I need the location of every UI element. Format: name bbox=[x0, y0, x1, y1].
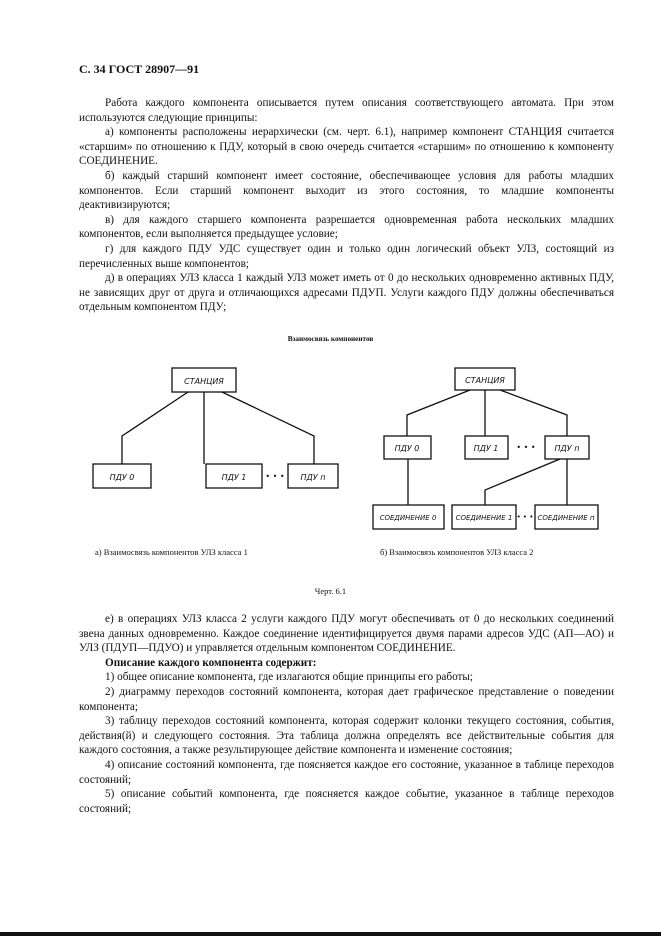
diagram-title: Взаимосвязь компонентов bbox=[287, 335, 374, 343]
body-text-top bbox=[79, 96, 614, 315]
right-station-label: СТАНЦИЯ bbox=[465, 376, 505, 385]
caption-class1: а) Взаимосвязь компонентов УЛЗ класса 1 bbox=[95, 547, 248, 557]
list-item-1: 1) общее описание компонента, где излагаются общие принципы его работы; bbox=[105, 671, 474, 684]
left-station-label: СТАНЦИЯ bbox=[184, 377, 224, 386]
right-connn-label: СОЕДИНЕНИЕ п bbox=[537, 514, 595, 522]
section-heading: Описание каждого компонента содержит: bbox=[105, 656, 317, 669]
list-item-2: 2) диаграмму переходов состояний компонента, которая дает графическое представление о поведении компонента; bbox=[79, 685, 614, 713]
paragraph-b: б) каждый старший компонент имеет состояние, обеспечивающее условия для работы младших компонентов. Если старший компонент выходит из этого состояния, то младшие компоненты деактивизируются; bbox=[79, 169, 614, 212]
right-conn0-label: СОЕДИНЕНИЕ 0 bbox=[379, 514, 437, 522]
left-pdu0-label: ПДУ 0 bbox=[109, 473, 135, 482]
left-pdun-label: ПДУ п bbox=[300, 473, 326, 482]
figure-label: Черт. 6.1 bbox=[314, 586, 347, 596]
right-ellipsis-2: • • • bbox=[516, 513, 534, 521]
paragraph-e: е) в операциях УЛЗ класса 2 услуги каждого ПДУ могут обеспечивать от 0 до нескольких соединений звена данных одновременно. Каждое соединение идентифицируется двумя парами адресов УДС (АП—АО) и УЛЗ (ПДУП—ПДУО) и управляется отдельным компонентом СОЕДИНЕНИЕ. bbox=[79, 613, 614, 655]
body-text-bottom bbox=[79, 612, 614, 816]
left-ellipsis: • • • bbox=[265, 472, 285, 481]
paragraph-g: г) для каждого ПДУ УДС существует один и только один логический объект УЛЗ, состоящий из перечисленных выше компонентов; bbox=[79, 242, 614, 270]
list-item-5: 5) описание событий компонента, где поясняется каждое событие, указанное в таблице переходов состояний; bbox=[79, 788, 614, 815]
list-item-4: 4) описание состояний компонента, где поясняется каждое его состояние, указанное в таблице переходов состояний; bbox=[79, 758, 614, 786]
right-ellipsis: • • • bbox=[516, 443, 536, 452]
paragraph-v: в) для каждого старшего компонента разрешается одновременная работа нескольких младших компонентов, если выполняется предыдущее условие; bbox=[79, 213, 614, 241]
paragraph-d: д) в операциях УЛЗ класса 1 каждый УЛЗ может иметь от 0 до нескольких одновременно активных ПДУ, не зависящих друг от друга и отличающихся адресами ПДУП. Услуги каждого ПДУ должны обеспечиваться отдельным компонентом ПДУ; bbox=[79, 272, 614, 314]
paragraph-a: а) компоненты расположены иерархически (см. черт. 6.1), например компонент СТАНЦИЯ считается «старшим» по отношению к ПДУ, который в свою очередь считается «старшим» по отношению к компоненту СОЕДИНЕНИЕ. bbox=[79, 126, 614, 168]
right-link-station-pdu0 bbox=[407, 390, 470, 436]
right-pdu1-label: ПДУ 1 bbox=[473, 444, 499, 453]
right-pdu0-label: ПДУ 0 bbox=[394, 444, 420, 453]
right-link-pdun-conn1 bbox=[485, 459, 560, 505]
paragraph-intro: Работа каждого компонента описывается путем описания соответствующего автомата. При этом используются следующие принципы: bbox=[79, 97, 614, 124]
bottom-rule bbox=[0, 932, 661, 936]
left-link-station-pdun bbox=[222, 392, 314, 464]
caption-class2: б) Взаимосвязь компонентов УЛЗ класса 2 bbox=[380, 547, 534, 557]
left-link-station-pdu0 bbox=[122, 392, 188, 464]
page-header: С. 34 ГОСТ 28907—91 bbox=[79, 62, 200, 76]
component-diagram bbox=[0, 360, 661, 540]
list-item-3: 3) таблицу переходов состояний компонента, которая содержит колонки текущего состояния, события, действия(й) и следующего состояния. Эта таблица должна определять все действительные события для каждого состояния, а также результирующее действие компонента и изменение состояния; bbox=[79, 715, 614, 757]
right-link-station-pdun bbox=[500, 390, 567, 436]
right-conn1-label: СОЕДИНЕНИЕ 1 bbox=[455, 514, 513, 522]
right-pdun-label: ПДУ п bbox=[554, 444, 580, 453]
left-pdu1-label: ПДУ 1 bbox=[221, 473, 247, 482]
